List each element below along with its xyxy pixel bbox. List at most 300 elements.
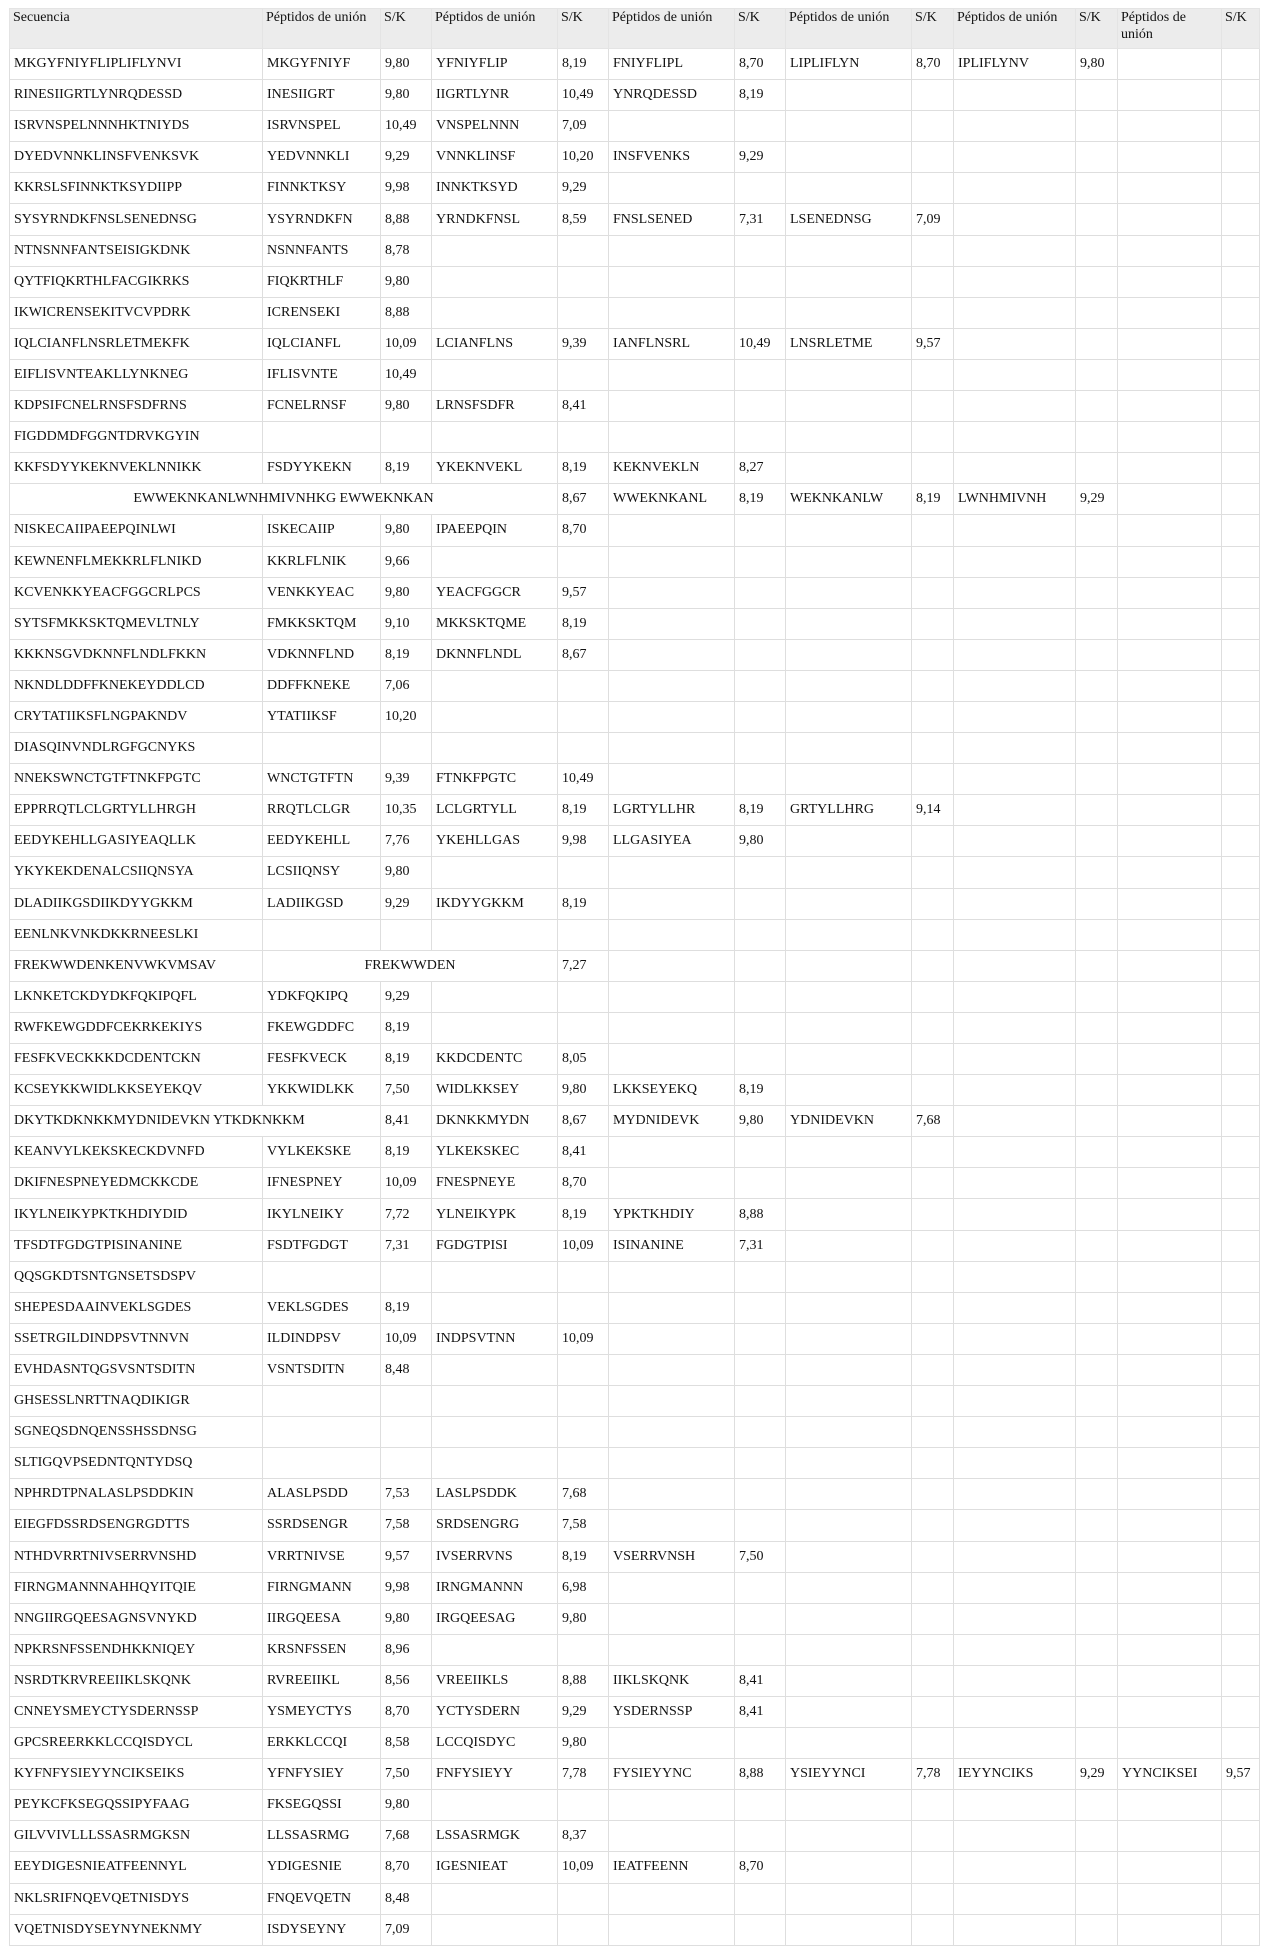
table-cell — [381, 1386, 432, 1417]
table-cell — [1222, 981, 1260, 1012]
table-cell — [432, 235, 558, 266]
table-cell — [1118, 1541, 1222, 1572]
table-cell — [954, 608, 1076, 639]
table-row — [10, 546, 1260, 577]
table-cell — [609, 266, 735, 297]
table-cell — [735, 1914, 786, 1945]
table-cell — [735, 764, 786, 795]
table-cell — [786, 1883, 912, 1914]
table-cell — [1076, 1852, 1118, 1883]
table-row — [10, 888, 1260, 919]
table-cell: KKDCDENTC — [432, 1044, 558, 1075]
table-cell: 10,09 — [381, 328, 432, 359]
table-cell — [558, 857, 609, 888]
table-cell: YFNIYFLIP — [432, 49, 558, 80]
table-cell — [912, 1914, 954, 1945]
table-cell — [786, 1541, 912, 1572]
table-cell: 9,57 — [558, 577, 609, 608]
table-cell — [609, 888, 735, 919]
table-cell: ILDINDPSV — [263, 1323, 381, 1354]
table-cell — [1222, 328, 1260, 359]
table-cell: VNNKLINSF — [432, 142, 558, 173]
table-cell — [1076, 1665, 1118, 1696]
table-cell — [1076, 1572, 1118, 1603]
table-cell — [786, 453, 912, 484]
table-cell — [954, 795, 1076, 826]
table-cell — [558, 1012, 609, 1043]
table-row — [10, 1199, 1260, 1230]
table-cell: IPAEEPQIN — [432, 515, 558, 546]
table-cell — [912, 1634, 954, 1665]
table-cell: FNQEVQETN — [263, 1883, 381, 1914]
table-cell — [1118, 1821, 1222, 1852]
table-cell — [609, 1137, 735, 1168]
table-cell: 8,27 — [735, 453, 786, 484]
table-row — [10, 701, 1260, 732]
table-cell: LRNSFSDFR — [432, 391, 558, 422]
table-cell — [1076, 795, 1118, 826]
table-cell: 9,80 — [1076, 49, 1118, 80]
table-row — [10, 1448, 1260, 1479]
table-cell — [1222, 1323, 1260, 1354]
table-cell: DKNKKMYDN — [432, 1106, 558, 1137]
table-cell — [912, 608, 954, 639]
sequence-cell: FREKWWDENKENVWKVMSAV — [10, 950, 263, 981]
table-cell — [954, 1572, 1076, 1603]
table-cell — [954, 826, 1076, 857]
table-cell — [432, 297, 558, 328]
table-cell — [954, 1821, 1076, 1852]
table-row — [10, 297, 1260, 328]
table-cell — [609, 608, 735, 639]
table-cell: ISINANINE — [609, 1230, 735, 1261]
table-cell — [954, 733, 1076, 764]
table-cell — [912, 981, 954, 1012]
table-cell — [912, 1448, 954, 1479]
table-cell: LIPLIFLYN — [786, 49, 912, 80]
sequence-cell: EWWEKNKANLWNHMIVNHKG EWWEKNKAN — [10, 484, 558, 515]
table-cell — [1118, 1386, 1222, 1417]
table-cell — [1118, 453, 1222, 484]
table-cell — [1118, 795, 1222, 826]
table-cell: 9,80 — [381, 1790, 432, 1821]
sequence-cell: KEANVYLKEKSKECKDVNFD — [10, 1137, 263, 1168]
table-cell — [735, 391, 786, 422]
sequence-cell: NPKRSNFSSENDHKKNIQEY — [10, 1634, 263, 1665]
table-cell: 7,27 — [558, 950, 609, 981]
table-cell — [735, 235, 786, 266]
table-cell — [609, 1790, 735, 1821]
table-cell — [1076, 328, 1118, 359]
table-cell — [1118, 733, 1222, 764]
table-cell — [786, 1323, 912, 1354]
table-cell — [1222, 111, 1260, 142]
table-cell — [954, 1106, 1076, 1137]
table-cell: FNSLSENED — [609, 204, 735, 235]
table-cell — [1076, 577, 1118, 608]
table-row — [10, 1075, 1260, 1106]
table-cell: 9,80 — [381, 49, 432, 80]
table-cell — [1222, 453, 1260, 484]
table-cell — [954, 1728, 1076, 1759]
table-cell — [912, 1572, 954, 1603]
table-cell — [1076, 359, 1118, 390]
sequence-cell: KKFSDYYKEKNVEKLNNIKK — [10, 453, 263, 484]
table-cell — [263, 1261, 381, 1292]
table-cell: FNFYSIEYY — [432, 1759, 558, 1790]
peptide-table-container — [9, 8, 1259, 1946]
table-cell — [1076, 111, 1118, 142]
table-cell — [1222, 1417, 1260, 1448]
table-cell — [954, 1634, 1076, 1665]
table-cell — [1118, 546, 1222, 577]
table-cell — [735, 1137, 786, 1168]
table-cell — [786, 764, 912, 795]
table-cell — [954, 981, 1076, 1012]
table-cell — [609, 1417, 735, 1448]
table-row — [10, 1354, 1260, 1385]
table-cell: IKYLNEIKY — [263, 1199, 381, 1230]
table-cell — [954, 1883, 1076, 1914]
table-row — [10, 1044, 1260, 1075]
table-cell — [954, 1541, 1076, 1572]
table-row — [10, 1323, 1260, 1354]
table-cell — [609, 1354, 735, 1385]
table-cell — [786, 546, 912, 577]
table-cell — [1222, 701, 1260, 732]
table-cell — [1118, 608, 1222, 639]
table-cell: FNIYFLIPL — [609, 49, 735, 80]
table-cell — [1222, 1883, 1260, 1914]
table-cell: DDFFKNEKE — [263, 670, 381, 701]
table-cell — [263, 733, 381, 764]
sequence-cell: EEYDIGESNIEATFEENNYL — [10, 1852, 263, 1883]
table-row — [10, 1479, 1260, 1510]
table-cell: 8,67 — [558, 639, 609, 670]
table-cell — [954, 142, 1076, 173]
sequence-cell: CNNEYSMEYCTYSDERNSSP — [10, 1696, 263, 1727]
table-cell — [609, 764, 735, 795]
table-cell — [609, 515, 735, 546]
sequence-cell: DKYTKDKNKKMYDNIDEVKN YTKDKNKKM — [10, 1106, 381, 1137]
table-cell — [609, 1821, 735, 1852]
table-cell — [432, 1790, 558, 1821]
sequence-cell: GPCSREERKKLCCQISDYCL — [10, 1728, 263, 1759]
table-cell — [432, 359, 558, 390]
table-cell — [786, 515, 912, 546]
table-cell — [912, 670, 954, 701]
table-cell: 8,19 — [735, 1075, 786, 1106]
table-cell — [1222, 1075, 1260, 1106]
table-cell — [735, 546, 786, 577]
table-cell: 8,70 — [735, 49, 786, 80]
table-cell — [263, 422, 381, 453]
table-cell — [1118, 235, 1222, 266]
table-cell — [912, 888, 954, 919]
table-cell — [912, 453, 954, 484]
table-cell: 8,58 — [381, 1728, 432, 1759]
table-cell: WIDLKKSEY — [432, 1075, 558, 1106]
table-cell: WWEKNKANL — [609, 484, 735, 515]
table-cell: 9,98 — [381, 173, 432, 204]
table-row — [10, 266, 1260, 297]
table-cell: YRNDKFNSL — [432, 204, 558, 235]
table-cell: 8,88 — [735, 1759, 786, 1790]
sequence-cell: DKIFNESPNEYEDMCKKCDE — [10, 1168, 263, 1199]
table-cell — [609, 391, 735, 422]
table-cell — [432, 1883, 558, 1914]
table-row — [10, 1852, 1260, 1883]
table-cell — [912, 111, 954, 142]
table-cell: ALASLPSDD — [263, 1479, 381, 1510]
table-cell — [1076, 142, 1118, 173]
table-cell: 7,53 — [381, 1479, 432, 1510]
table-row — [10, 919, 1260, 950]
table-cell — [912, 515, 954, 546]
table-cell: 8,70 — [381, 1696, 432, 1727]
table-cell: 9,29 — [381, 142, 432, 173]
table-cell — [954, 888, 1076, 919]
table-cell — [432, 1448, 558, 1479]
sequence-cell: SSETRGILDINDPSVTNNVN — [10, 1323, 263, 1354]
table-cell — [912, 1510, 954, 1541]
table-cell — [786, 1261, 912, 1292]
table-cell — [786, 1790, 912, 1821]
table-cell — [1076, 888, 1118, 919]
table-cell — [558, 701, 609, 732]
table-cell — [735, 1821, 786, 1852]
table-cell — [1222, 1199, 1260, 1230]
table-cell: 8,41 — [735, 1696, 786, 1727]
table-cell: FINNKTKSY — [263, 173, 381, 204]
table-cell: 10,49 — [735, 328, 786, 359]
table-cell — [735, 1728, 786, 1759]
table-cell: YNRQDESSD — [609, 80, 735, 111]
table-cell — [263, 1417, 381, 1448]
table-cell — [954, 80, 1076, 111]
header-binding-peptide: Péptidos de unión — [432, 9, 558, 49]
table-row — [10, 1728, 1260, 1759]
table-cell: 10,09 — [558, 1323, 609, 1354]
table-cell — [1076, 1199, 1118, 1230]
table-cell — [1222, 1137, 1260, 1168]
table-cell — [1118, 1883, 1222, 1914]
table-cell: YSIEYYNCI — [786, 1759, 912, 1790]
table-cell — [912, 1665, 954, 1696]
table-cell — [609, 919, 735, 950]
table-cell — [1222, 764, 1260, 795]
table-cell: YTATIIKSF — [263, 701, 381, 732]
table-cell: ISKECAIIP — [263, 515, 381, 546]
table-cell — [954, 1137, 1076, 1168]
table-cell — [1076, 1448, 1118, 1479]
table-cell: 7,31 — [735, 204, 786, 235]
table-cell — [1076, 422, 1118, 453]
table-cell — [1118, 204, 1222, 235]
table-cell — [1222, 733, 1260, 764]
table-cell — [558, 733, 609, 764]
table-cell: VREEIIKLS — [432, 1665, 558, 1696]
table-cell — [609, 1323, 735, 1354]
table-cell — [1222, 1572, 1260, 1603]
sequence-cell: QQSGKDTSNTGNSETSDSPV — [10, 1261, 263, 1292]
table-cell — [1118, 670, 1222, 701]
table-cell — [1118, 1417, 1222, 1448]
table-cell: 9,57 — [1222, 1759, 1260, 1790]
table-cell — [954, 453, 1076, 484]
table-row — [10, 981, 1260, 1012]
table-cell — [912, 1168, 954, 1199]
table-cell — [1118, 1696, 1222, 1727]
table-cell — [954, 764, 1076, 795]
table-cell — [1076, 1728, 1118, 1759]
table-cell — [735, 950, 786, 981]
table-cell — [912, 80, 954, 111]
table-cell — [609, 297, 735, 328]
table-cell — [735, 670, 786, 701]
table-cell: LNSRLETME — [786, 328, 912, 359]
table-cell: FKEWGDDFC — [263, 1012, 381, 1043]
sequence-cell: LKNKETCKDYDKFQKIPQFL — [10, 981, 263, 1012]
table-cell — [263, 919, 381, 950]
sequence-cell: SHEPESDAAINVEKLSGDES — [10, 1292, 263, 1323]
table-row — [10, 328, 1260, 359]
table-cell: 8,19 — [558, 1199, 609, 1230]
table-cell — [1076, 670, 1118, 701]
table-cell — [735, 297, 786, 328]
table-cell — [735, 1634, 786, 1665]
table-cell: FREKWWDEN — [263, 950, 558, 981]
table-row — [10, 577, 1260, 608]
table-cell: LCIANFLNS — [432, 328, 558, 359]
table-row — [10, 1012, 1260, 1043]
table-cell — [1118, 1044, 1222, 1075]
table-cell — [735, 1323, 786, 1354]
table-cell — [735, 1417, 786, 1448]
table-cell: FCNELRNSF — [263, 391, 381, 422]
table-cell — [786, 1728, 912, 1759]
sequence-cell: SLTIGQVPSEDNTQNTYDSQ — [10, 1448, 263, 1479]
table-cell — [558, 981, 609, 1012]
table-cell — [1076, 1106, 1118, 1137]
table-cell: 8,41 — [558, 391, 609, 422]
table-cell — [786, 919, 912, 950]
table-cell — [1076, 733, 1118, 764]
table-cell — [609, 1386, 735, 1417]
table-cell — [735, 266, 786, 297]
sequence-cell: EIEGFDSSRDSENGRGDTTS — [10, 1510, 263, 1541]
sequence-cell: FIRNGMANNNAHHQYITQIE — [10, 1572, 263, 1603]
table-cell — [954, 297, 1076, 328]
table-cell — [786, 297, 912, 328]
table-cell — [263, 1386, 381, 1417]
table-cell — [1118, 857, 1222, 888]
table-cell: 9,29 — [558, 1696, 609, 1727]
table-cell — [954, 670, 1076, 701]
table-cell — [609, 111, 735, 142]
table-cell: 8,88 — [735, 1199, 786, 1230]
sequence-cell: FESFKVECKKKDCDENTCKN — [10, 1044, 263, 1075]
table-cell — [786, 577, 912, 608]
sequence-cell: NKNDLDDFFKNEKEYDDLCD — [10, 670, 263, 701]
table-cell: 8,88 — [558, 1665, 609, 1696]
table-cell: 9,10 — [381, 608, 432, 639]
table-cell: FSDYYKEKN — [263, 453, 381, 484]
table-cell — [263, 1448, 381, 1479]
table-cell — [1076, 1883, 1118, 1914]
table-cell: ISRVNSPEL — [263, 111, 381, 142]
table-cell — [609, 1012, 735, 1043]
table-cell: 8,41 — [735, 1665, 786, 1696]
table-cell — [735, 733, 786, 764]
table-cell: 8,59 — [558, 204, 609, 235]
table-cell: 10,09 — [381, 1168, 432, 1199]
table-cell — [1222, 422, 1260, 453]
table-cell — [1222, 1044, 1260, 1075]
table-row — [10, 80, 1260, 111]
table-cell — [1076, 1541, 1118, 1572]
header-sequence: Secuencia — [10, 9, 263, 49]
table-cell: IFNESPNEY — [263, 1168, 381, 1199]
table-cell: MKKSKTQME — [432, 608, 558, 639]
table-cell — [735, 888, 786, 919]
table-cell: INDPSVTNN — [432, 1323, 558, 1354]
table-cell: 7,58 — [558, 1510, 609, 1541]
table-cell: NSNNFANTS — [263, 235, 381, 266]
table-cell: VEKLSGDES — [263, 1292, 381, 1323]
table-cell — [1222, 1386, 1260, 1417]
sequence-cell: NPHRDTPNALASLPSDDKIN — [10, 1479, 263, 1510]
table-cell — [786, 1821, 912, 1852]
table-row — [10, 857, 1260, 888]
table-cell: 9,98 — [381, 1572, 432, 1603]
table-cell — [954, 1386, 1076, 1417]
table-cell: IQLCIANFL — [263, 328, 381, 359]
table-body — [10, 49, 1260, 1946]
table-cell: MKGYFNIYF — [263, 49, 381, 80]
table-cell — [735, 422, 786, 453]
table-cell — [1076, 1510, 1118, 1541]
table-cell: WNCTGTFTN — [263, 764, 381, 795]
sequence-cell: DLADIIKGSDIIKDYYGKKM — [10, 888, 263, 919]
header-score: S/K — [1076, 9, 1118, 49]
table-cell: KKRLFLNIK — [263, 546, 381, 577]
table-cell: 7,68 — [381, 1821, 432, 1852]
table-cell — [786, 733, 912, 764]
table-cell: 10,09 — [558, 1852, 609, 1883]
table-cell — [1222, 1230, 1260, 1261]
table-cell — [786, 1914, 912, 1945]
table-cell: 8,70 — [558, 1168, 609, 1199]
table-cell — [558, 1448, 609, 1479]
table-cell — [1076, 1323, 1118, 1354]
sequence-cell: KKRSLSFINNKTKSYDIIPP — [10, 173, 263, 204]
table-cell: 8,48 — [381, 1354, 432, 1385]
table-cell — [954, 1230, 1076, 1261]
table-cell — [1118, 266, 1222, 297]
table-row — [10, 1261, 1260, 1292]
table-cell: 7,31 — [381, 1230, 432, 1261]
table-cell — [954, 266, 1076, 297]
table-cell — [786, 1075, 912, 1106]
table-cell — [954, 204, 1076, 235]
table-cell — [1118, 1106, 1222, 1137]
table-cell — [786, 1479, 912, 1510]
table-cell: 9,80 — [381, 857, 432, 888]
table-cell: 8,70 — [381, 1852, 432, 1883]
sequence-cell: NNEKSWNCTGTFTNKFPGTC — [10, 764, 263, 795]
table-cell: 7,78 — [558, 1759, 609, 1790]
